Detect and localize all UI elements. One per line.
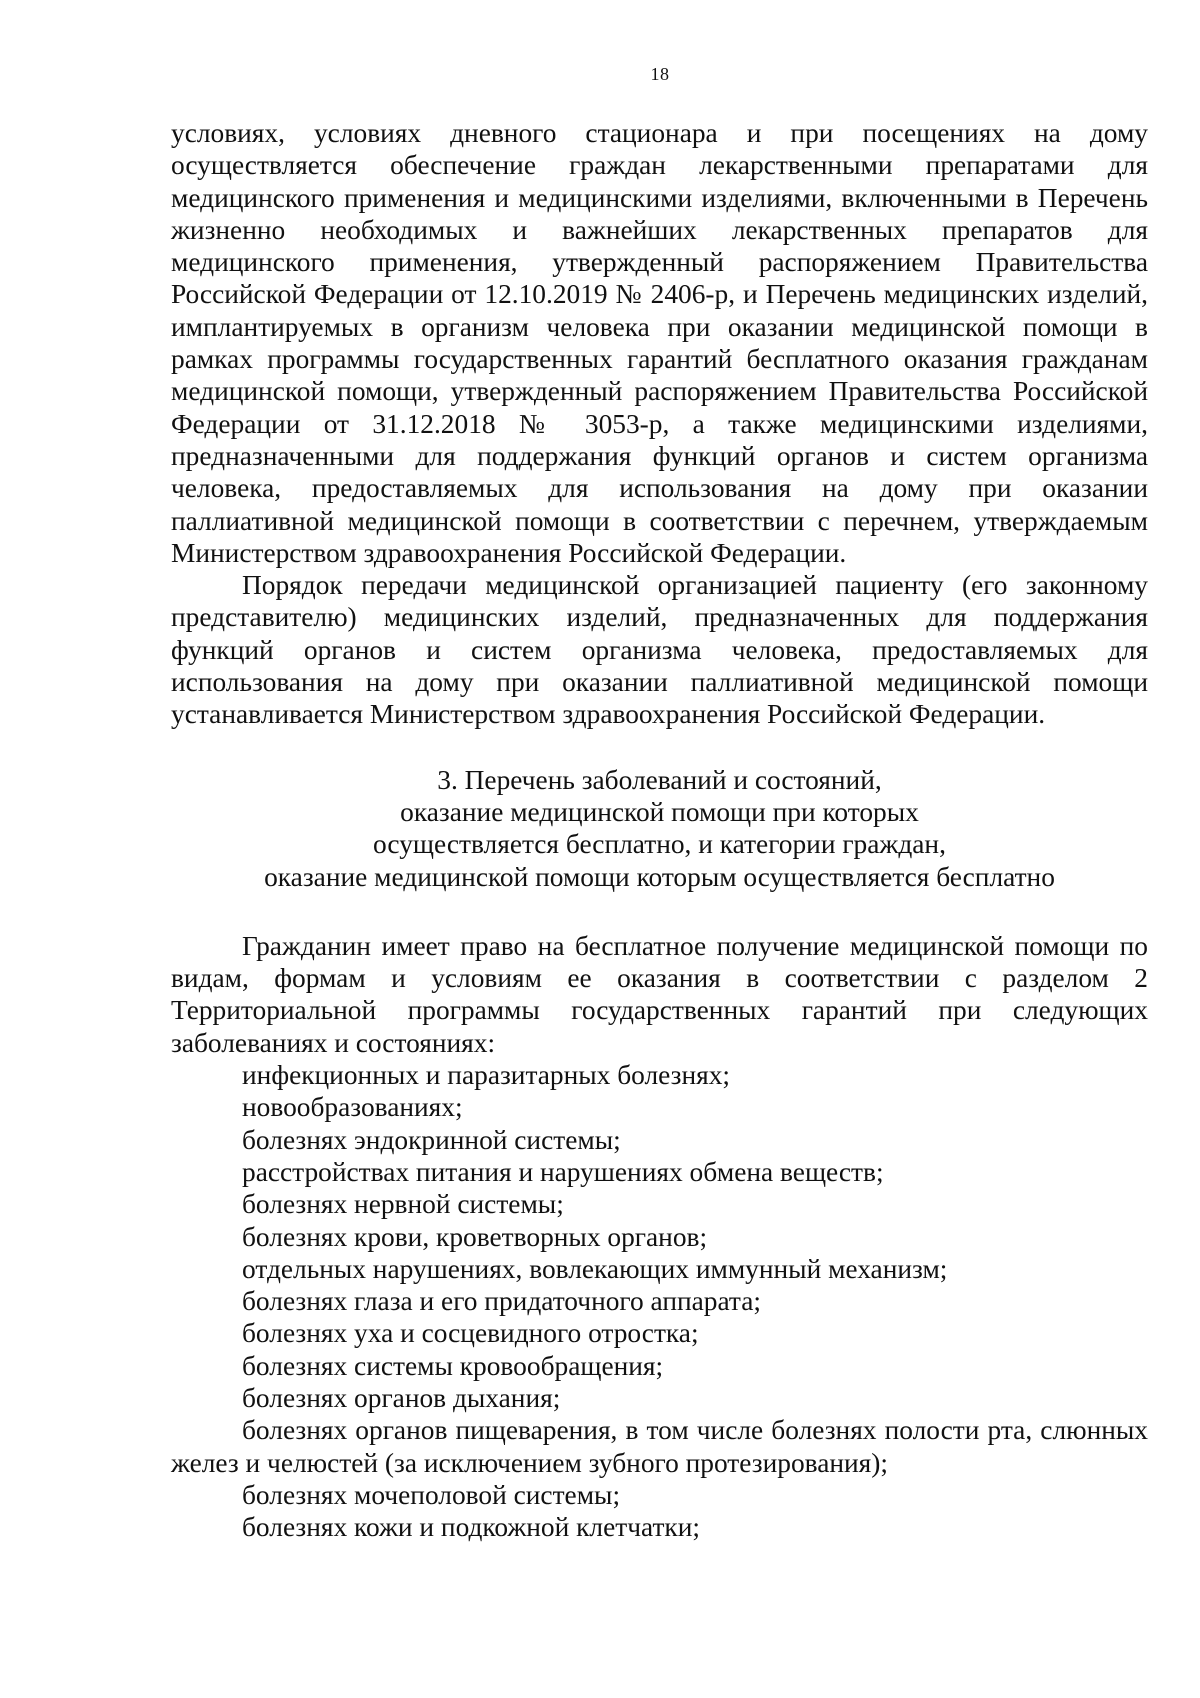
list-item: отдельных нарушениях, вовлекающих иммунный механизм; bbox=[242, 1253, 948, 1284]
list-item: болезнях системы кровообращения; bbox=[242, 1350, 664, 1381]
conditions-list bbox=[171, 1059, 1148, 1543]
section-heading-line: осуществляется бесплатно, и категории граждан, bbox=[373, 829, 946, 860]
section-heading bbox=[171, 764, 1148, 893]
list-item: болезнях эндокринной системы; bbox=[242, 1124, 621, 1155]
list-item: инфекционных и паразитарных болезнях; bbox=[242, 1060, 731, 1091]
list-item: новообразованиях; bbox=[242, 1092, 463, 1123]
list-item: болезнях нервной системы; bbox=[242, 1189, 564, 1220]
section-heading-line: оказание медицинской помощи которым осуществляется бесплатно bbox=[264, 861, 1055, 892]
list-item: болезнях органов пищеварения, в том числе болезнях полости рта, слюнных желез и челюстей (за исключением зубного протезирования); bbox=[171, 1415, 1148, 1478]
list-item: расстройствах питания и нарушениях обмена веществ; bbox=[242, 1156, 884, 1187]
section-heading-line: 3. Перечень заболеваний и состояний, bbox=[437, 764, 882, 795]
intro-paragraph: Гражданин имеет право на бесплатное получение медицинской помощи по видам, формам и условиям ее оказания в соответствии с разделом 2 Территориальной программы государственных гарантий при следующих заболеваниях и состояниях: bbox=[171, 930, 1148, 1058]
page-number: 18 bbox=[650, 64, 670, 84]
list-item: болезнях уха и сосцевидного отростка; bbox=[242, 1318, 699, 1349]
paragraph-continuation: условиях, условиях дневного стационара и при посещениях на дому осуществляется обеспечение граждан лекарственными препаратами для медицинского применения и медицинскими изделиями, включенными в Перечень жизненно необходимых и важнейших лекарственных препаратов для медицинского применения, утвержденный распоряжением Правительства Российской Федерации от 12.10.2019 № 2406-р, и Перечень медицинских изделий, имплантируемых в организм человека при оказании медицинской помощи в рамках программы государственных гарантий бесплатного оказания гражданам медицинской помощи, утвержденный распоряжением Правительства Российской Федерации от 31.12.2018 № 3053-р, а также медицинскими изделиями, предназначенными для поддержания функций органов и систем организма человека, предоставляемых для использования на дому при оказании паллиативной медицинской помощи в соответствии с перечнем, утверждаемым Министерством здравоохранения Российской Федерации. bbox=[171, 118, 1148, 568]
list-item: болезнях крови, кроветворных органов; bbox=[242, 1221, 708, 1252]
list-item: болезнях глаза и его придаточного аппарата; bbox=[242, 1286, 762, 1317]
section-heading-line: оказание медицинской помощи при которых bbox=[400, 796, 919, 827]
list-item: болезнях мочеполовой системы; bbox=[242, 1479, 621, 1510]
paragraph-transfer-procedure: Порядок передачи медицинской организацией пациенту (его законному представителю) медицинских изделий, предназначенных для поддержания функций органов и систем организма человека, предоставляемых для использования на дому при оказании паллиативной медицинской помощи устанавливается Министерством здравоохранения Российской Федерации. bbox=[171, 570, 1148, 730]
list-item: болезнях кожи и подкожной клетчатки; bbox=[242, 1512, 701, 1543]
document-body bbox=[171, 117, 1148, 1543]
list-item: болезнях органов дыхания; bbox=[242, 1382, 561, 1413]
